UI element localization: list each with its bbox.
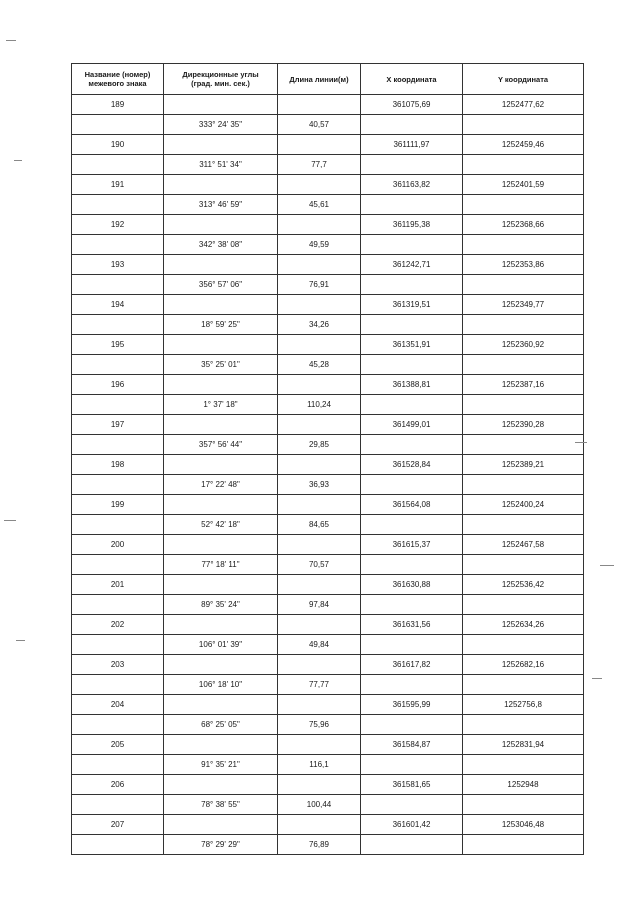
empty-cell [164, 695, 278, 715]
point-name-cell: 207 [72, 815, 164, 835]
empty-cell [164, 415, 278, 435]
table-row-point [72, 255, 584, 275]
header-y-coordinate: Y координата [463, 64, 584, 95]
line-length-cell: 77,77 [278, 675, 361, 695]
table-row-point [72, 655, 584, 675]
direction-angle-cell: 342° 38' 08" [164, 235, 278, 255]
table-row-line [72, 195, 584, 215]
empty-cell [463, 155, 584, 175]
x-coordinate-cell: 361388,81 [361, 375, 463, 395]
line-length-cell: 76,91 [278, 275, 361, 295]
empty-cell [278, 415, 361, 435]
point-name-cell: 197 [72, 415, 164, 435]
empty-cell [278, 375, 361, 395]
empty-cell [463, 355, 584, 375]
table-row-line [72, 315, 584, 335]
empty-cell [72, 755, 164, 775]
table-row-point [72, 615, 584, 635]
header-direction-angle [164, 64, 278, 95]
empty-cell [72, 355, 164, 375]
empty-cell [72, 715, 164, 735]
x-coordinate-cell: 361242,71 [361, 255, 463, 275]
empty-cell [72, 635, 164, 655]
empty-cell [72, 235, 164, 255]
point-name-cell: 190 [72, 135, 164, 155]
empty-cell [72, 435, 164, 455]
table-row-point [72, 135, 584, 155]
header-direction-angle-line2: (град. мин. сек.) [191, 79, 250, 88]
empty-cell [463, 595, 584, 615]
table-row-point [72, 775, 584, 795]
line-length-cell: 77,7 [278, 155, 361, 175]
header-x-coordinate: X координата [361, 64, 463, 95]
line-length-cell: 36,93 [278, 475, 361, 495]
table-row-point [72, 175, 584, 195]
empty-cell [361, 435, 463, 455]
x-coordinate-cell: 361111,97 [361, 135, 463, 155]
table-row-line [72, 515, 584, 535]
table-row-point [72, 455, 584, 475]
empty-cell [72, 155, 164, 175]
empty-cell [72, 275, 164, 295]
direction-angle-cell: 357° 56' 44" [164, 435, 278, 455]
direction-angle-cell: 311° 51' 34" [164, 155, 278, 175]
empty-cell [72, 115, 164, 135]
empty-cell [278, 575, 361, 595]
empty-cell [463, 315, 584, 335]
empty-cell [278, 255, 361, 275]
empty-cell [278, 695, 361, 715]
empty-cell [463, 515, 584, 535]
scan-mark [14, 160, 22, 161]
empty-cell [463, 475, 584, 495]
table-row-line [72, 235, 584, 255]
y-coordinate-cell: 1253046,48 [463, 815, 584, 835]
empty-cell [164, 535, 278, 555]
point-name-cell: 205 [72, 735, 164, 755]
empty-cell [361, 595, 463, 615]
empty-cell [278, 95, 361, 115]
y-coordinate-cell: 1252682,16 [463, 655, 584, 675]
empty-cell [72, 675, 164, 695]
point-name-cell: 204 [72, 695, 164, 715]
y-coordinate-cell: 1252459,46 [463, 135, 584, 155]
y-coordinate-cell: 1252400,24 [463, 495, 584, 515]
line-length-cell: 49,59 [278, 235, 361, 255]
empty-cell [278, 495, 361, 515]
empty-cell [463, 235, 584, 255]
table-body [72, 95, 584, 855]
table-row-line [72, 835, 584, 855]
empty-cell [463, 195, 584, 215]
empty-cell [72, 795, 164, 815]
table-row-point [72, 295, 584, 315]
line-length-cell: 116,1 [278, 755, 361, 775]
direction-angle-cell: 18° 59' 25" [164, 315, 278, 335]
table-row-point [72, 735, 584, 755]
empty-cell [361, 155, 463, 175]
x-coordinate-cell: 361584,87 [361, 735, 463, 755]
x-coordinate-cell: 361499,01 [361, 415, 463, 435]
empty-cell [361, 395, 463, 415]
direction-angle-cell: 106° 18' 10" [164, 675, 278, 695]
empty-cell [72, 475, 164, 495]
line-length-cell: 29,85 [278, 435, 361, 455]
direction-angle-cell: 106° 01' 39" [164, 635, 278, 655]
direction-angle-cell: 78° 38' 55" [164, 795, 278, 815]
y-coordinate-cell: 1252756,8 [463, 695, 584, 715]
point-name-cell: 193 [72, 255, 164, 275]
table-row-point [72, 375, 584, 395]
table-row-point [72, 695, 584, 715]
empty-cell [361, 235, 463, 255]
empty-cell [278, 615, 361, 635]
empty-cell [463, 755, 584, 775]
x-coordinate-cell: 361163,82 [361, 175, 463, 195]
y-coordinate-cell: 1252477,62 [463, 95, 584, 115]
empty-cell [463, 635, 584, 655]
empty-cell [164, 175, 278, 195]
empty-cell [361, 315, 463, 335]
y-coordinate-cell: 1252360,92 [463, 335, 584, 355]
empty-cell [361, 115, 463, 135]
y-coordinate-cell: 1252387,16 [463, 375, 584, 395]
table-row-line [72, 155, 584, 175]
empty-cell [463, 715, 584, 735]
empty-cell [164, 215, 278, 235]
direction-angle-cell: 78° 29' 29" [164, 835, 278, 855]
line-length-cell: 75,96 [278, 715, 361, 735]
empty-cell [72, 395, 164, 415]
x-coordinate-cell: 361581,65 [361, 775, 463, 795]
x-coordinate-cell: 361631,56 [361, 615, 463, 635]
header-line-length: Длина линии(м) [278, 64, 361, 95]
y-coordinate-cell: 1252368,66 [463, 215, 584, 235]
x-coordinate-cell: 361195,38 [361, 215, 463, 235]
x-coordinate-cell: 361617,82 [361, 655, 463, 675]
empty-cell [278, 295, 361, 315]
empty-cell [361, 675, 463, 695]
table-row-line [72, 355, 584, 375]
x-coordinate-cell: 361075,69 [361, 95, 463, 115]
direction-angle-cell: 89° 35' 24" [164, 595, 278, 615]
y-coordinate-cell: 1252948 [463, 775, 584, 795]
point-name-cell: 201 [72, 575, 164, 595]
line-length-cell: 40,57 [278, 115, 361, 135]
empty-cell [278, 775, 361, 795]
empty-cell [164, 295, 278, 315]
y-coordinate-cell: 1252389,21 [463, 455, 584, 475]
header-direction-angle-line1: Дирекционные углы [182, 70, 259, 79]
line-length-cell: 76,89 [278, 835, 361, 855]
table-row-line [72, 395, 584, 415]
empty-cell [164, 615, 278, 635]
scan-mark [4, 520, 16, 521]
x-coordinate-cell: 361615,37 [361, 535, 463, 555]
header-point-name [72, 64, 164, 95]
empty-cell [164, 375, 278, 395]
direction-angle-cell: 1° 37' 18" [164, 395, 278, 415]
table-row-line [72, 675, 584, 695]
empty-cell [164, 455, 278, 475]
empty-cell [361, 195, 463, 215]
empty-cell [72, 595, 164, 615]
empty-cell [164, 255, 278, 275]
table-row-line [72, 795, 584, 815]
empty-cell [463, 275, 584, 295]
empty-cell [463, 675, 584, 695]
empty-cell [164, 815, 278, 835]
empty-cell [361, 275, 463, 295]
table-row-line [72, 715, 584, 735]
line-length-cell: 110,24 [278, 395, 361, 415]
table-row-line [72, 635, 584, 655]
y-coordinate-cell: 1252831,94 [463, 735, 584, 755]
table-row-line [72, 755, 584, 775]
point-name-cell: 196 [72, 375, 164, 395]
x-coordinate-cell: 361528,84 [361, 455, 463, 475]
empty-cell [164, 575, 278, 595]
scan-mark [16, 640, 25, 641]
line-length-cell: 45,61 [278, 195, 361, 215]
empty-cell [164, 735, 278, 755]
empty-cell [361, 755, 463, 775]
x-coordinate-cell: 361601,42 [361, 815, 463, 835]
boundary-coordinates-table [71, 63, 584, 855]
scan-mark [6, 40, 16, 41]
empty-cell [164, 95, 278, 115]
y-coordinate-cell: 1252401,59 [463, 175, 584, 195]
empty-cell [463, 435, 584, 455]
empty-cell [278, 455, 361, 475]
table-row-point [72, 335, 584, 355]
y-coordinate-cell: 1252349,77 [463, 295, 584, 315]
empty-cell [72, 835, 164, 855]
point-name-cell: 200 [72, 535, 164, 555]
empty-cell [361, 555, 463, 575]
empty-cell [463, 795, 584, 815]
table-row-line [72, 555, 584, 575]
empty-cell [278, 535, 361, 555]
table-row-point [72, 415, 584, 435]
table-row-point [72, 95, 584, 115]
direction-angle-cell: 77° 18' 11" [164, 555, 278, 575]
empty-cell [361, 515, 463, 535]
empty-cell [463, 115, 584, 135]
header-point-name-line2: межевого знака [88, 79, 147, 88]
x-coordinate-cell: 361630,88 [361, 575, 463, 595]
empty-cell [278, 815, 361, 835]
x-coordinate-cell: 361564,08 [361, 495, 463, 515]
empty-cell [278, 175, 361, 195]
empty-cell [463, 395, 584, 415]
direction-angle-cell: 313° 46' 59" [164, 195, 278, 215]
line-length-cell: 100,44 [278, 795, 361, 815]
empty-cell [361, 715, 463, 735]
table-row-line [72, 115, 584, 135]
direction-angle-cell: 333° 24' 35" [164, 115, 278, 135]
line-length-cell: 97,84 [278, 595, 361, 615]
point-name-cell: 203 [72, 655, 164, 675]
point-name-cell: 191 [72, 175, 164, 195]
point-name-cell: 206 [72, 775, 164, 795]
empty-cell [361, 795, 463, 815]
direction-angle-cell: 52° 42' 18" [164, 515, 278, 535]
empty-cell [164, 135, 278, 155]
x-coordinate-cell: 361319,51 [361, 295, 463, 315]
empty-cell [278, 735, 361, 755]
empty-cell [361, 635, 463, 655]
empty-cell [361, 475, 463, 495]
empty-cell [72, 555, 164, 575]
empty-cell [72, 195, 164, 215]
empty-cell [72, 515, 164, 535]
scan-mark [575, 442, 587, 443]
line-length-cell: 49,84 [278, 635, 361, 655]
empty-cell [164, 775, 278, 795]
table-row-line [72, 595, 584, 615]
table-row-line [72, 475, 584, 495]
table-row-point [72, 495, 584, 515]
point-name-cell: 199 [72, 495, 164, 515]
y-coordinate-cell: 1252634,26 [463, 615, 584, 635]
y-coordinate-cell: 1252536,42 [463, 575, 584, 595]
point-name-cell: 202 [72, 615, 164, 635]
empty-cell [278, 135, 361, 155]
direction-angle-cell: 68° 25' 05" [164, 715, 278, 735]
empty-cell [164, 495, 278, 515]
empty-cell [463, 555, 584, 575]
direction-angle-cell: 91° 35' 21" [164, 755, 278, 775]
table-row-point [72, 215, 584, 235]
point-name-cell: 189 [72, 95, 164, 115]
point-name-cell: 192 [72, 215, 164, 235]
direction-angle-cell: 356° 57' 06" [164, 275, 278, 295]
direction-angle-cell: 35° 25' 01" [164, 355, 278, 375]
empty-cell [164, 335, 278, 355]
empty-cell [278, 335, 361, 355]
table-row-line [72, 275, 584, 295]
empty-cell [361, 355, 463, 375]
x-coordinate-cell: 361351,91 [361, 335, 463, 355]
x-coordinate-cell: 361595,99 [361, 695, 463, 715]
point-name-cell: 194 [72, 295, 164, 315]
empty-cell [164, 655, 278, 675]
point-name-cell: 195 [72, 335, 164, 355]
scan-mark [592, 678, 602, 679]
y-coordinate-cell: 1252467,58 [463, 535, 584, 555]
point-name-cell: 198 [72, 455, 164, 475]
direction-angle-cell: 17° 22' 48" [164, 475, 278, 495]
empty-cell [361, 835, 463, 855]
line-length-cell: 84,65 [278, 515, 361, 535]
table-row-point [72, 575, 584, 595]
scan-mark [600, 565, 614, 566]
empty-cell [278, 655, 361, 675]
table-row-point [72, 535, 584, 555]
empty-cell [72, 315, 164, 335]
line-length-cell: 45,28 [278, 355, 361, 375]
line-length-cell: 70,57 [278, 555, 361, 575]
table-row-point [72, 815, 584, 835]
table-row-line [72, 435, 584, 455]
line-length-cell: 34,26 [278, 315, 361, 335]
empty-cell [278, 215, 361, 235]
y-coordinate-cell: 1252390,28 [463, 415, 584, 435]
table-header-row [72, 64, 584, 95]
y-coordinate-cell: 1252353,86 [463, 255, 584, 275]
header-point-name-line1: Название (номер) [84, 70, 151, 79]
empty-cell [463, 835, 584, 855]
